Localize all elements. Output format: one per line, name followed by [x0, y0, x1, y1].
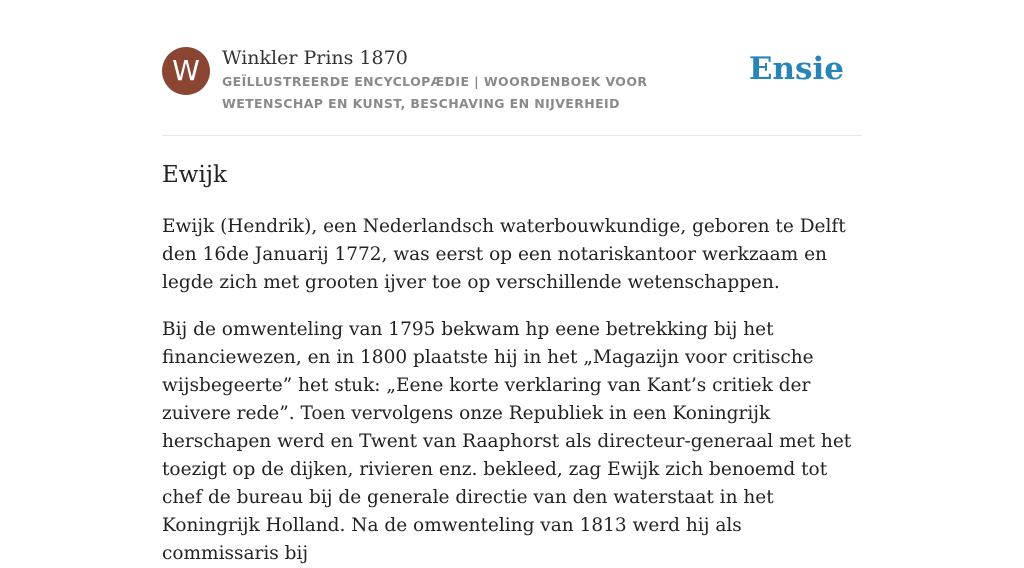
article-paragraph: Ewijk (Hendrik), een Nederlandsch waterbouwkundige, geboren te Delft den 16de Januarij 1772, was eerst op een notariskantoor werkzaam en legde zich met grooten ijver toe op verschillende wetenschappen. — [162, 216, 846, 293]
article-paragraph: Bij de omwenteling van 1795 bekwam hp eene betrekking bij het financiewezen, en in 1800 plaatste hij in het „Magazijn voor critische wijsbegeerte” het stuk: „Eene korte verklaring van Kant’s critiek der zuivere rede”. Toen vervolgens onze Republiek in een Koningrijk herschapen werd en Twent van Raaphorst als directeur-generaal met het toezigt op de dijken, rivieren enz. bekleed, zag Ewijk zich benoemd tot chef de bureau bij de generale directie van den waterstaat in het Koningrijk Holland. Na de omwenteling van 1813 werd hij als commissaris bij — [162, 319, 852, 564]
source-subtitle: GEÏLLUSTREERDE ENCYCLOPÆDIE | WOORDENBOEK VOOR WETENSCHAP EN KUNST, BESCHAVING EN NIJVERHEID — [222, 74, 648, 111]
header — [162, 0, 862, 136]
source-title[interactable]: Winkler Prins 1870 — [222, 47, 408, 69]
article-title: Ewijk — [162, 162, 227, 188]
page — [162, 0, 862, 568]
avatar[interactable]: W — [162, 47, 210, 95]
source-info — [222, 45, 752, 115]
brand-logo[interactable]: Ensie — [748, 51, 844, 87]
